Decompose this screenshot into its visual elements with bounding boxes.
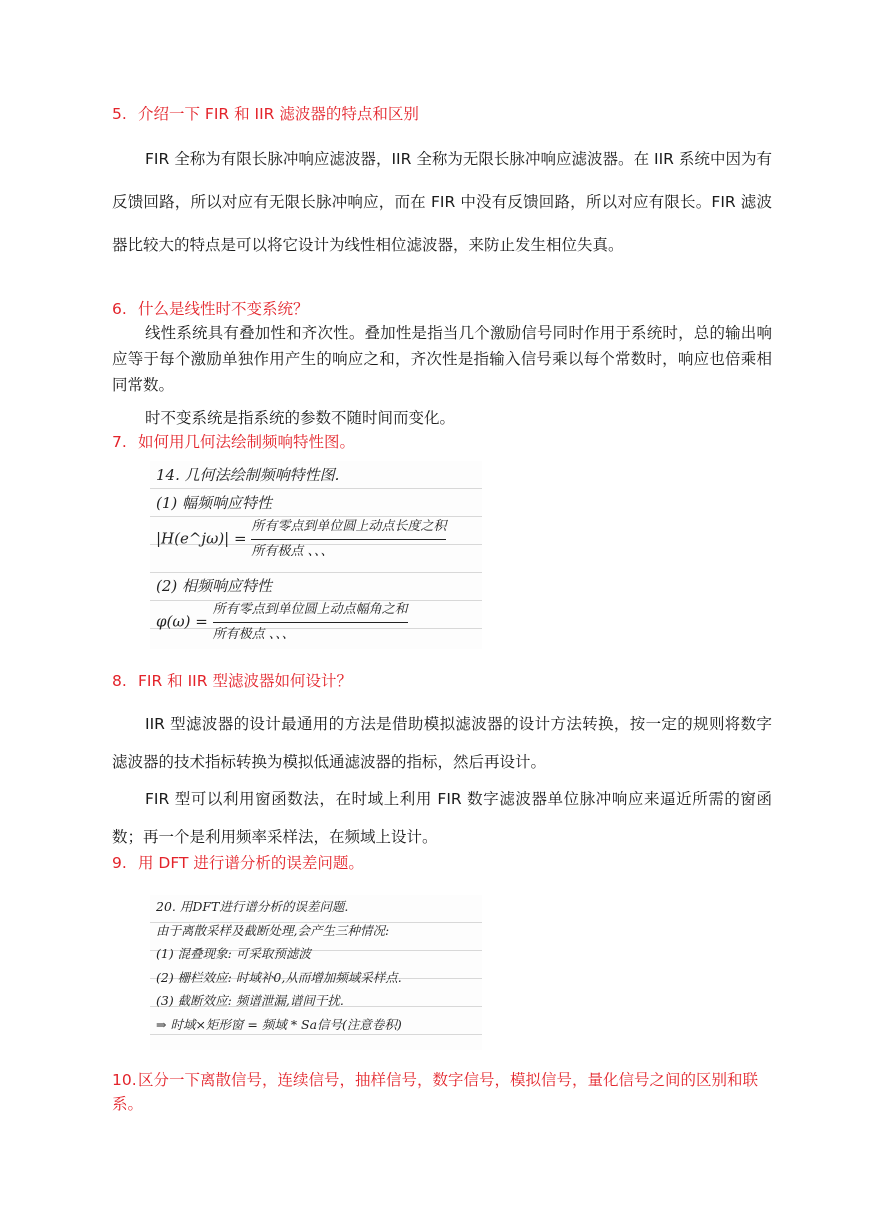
question-title: 区分一下离散信号，连续信号，抽样信号，数字信号，模拟信号，量化信号之间的区别和联系。 <box>112 1071 759 1113</box>
question-6-answer-paragraph-2: 时不变系统是指系统的参数不随时间而变化。 <box>145 409 456 427</box>
formula-lhs: |H(e^jω)| = <box>156 529 247 548</box>
fraction-denominator: 所有极点 、、、 <box>251 544 334 559</box>
question-6-heading <box>112 298 309 320</box>
fraction-numerator: 所有零点到单位圆上动点幅角之和 <box>213 600 408 623</box>
question-title: 如何用几何法绘制频响特性图。 <box>138 433 356 451</box>
question-8-answer-paragraph-1: IIR 型滤波器的设计最通用的方法是借助模拟滤波器的设计方法转换，按一定的规则将数字滤波器的技术指标转换为模拟低通滤波器的指标，然后再设计。 <box>112 715 772 771</box>
question-title: 介绍一下 FIR 和 IIR 滤波器的特点和区别 <box>138 105 419 123</box>
question-8-heading <box>112 670 352 692</box>
note-line: (1) 混叠现象: 可采取预滤波 <box>156 946 311 961</box>
phase-formula <box>156 600 476 645</box>
question-number: 8. <box>112 672 127 690</box>
question-9-heading <box>112 852 364 874</box>
note-line: 由于离散采样及截断处理,会产生三种情况: <box>156 922 390 938</box>
question-8-answer-paragraph-2: FIR 型可以利用窗函数法，在时域上利用 FIR 数字滤波器单位脉冲响应来逼近所需的窗函数；再一个是利用频率采样法，在频域上设计。 <box>112 790 772 846</box>
formula-fraction <box>213 600 408 645</box>
question-5-heading <box>112 103 419 125</box>
formula-fraction <box>251 517 446 562</box>
question-title: 用 DFT 进行谱分析的误差问题。 <box>138 854 364 872</box>
note-line: 20. 用DFT进行谱分析的误差问题. <box>156 899 349 914</box>
question-number: 5. <box>112 105 127 123</box>
question-10-heading <box>112 1068 772 1116</box>
question-title: FIR 和 IIR 型滤波器如何设计？ <box>138 672 352 690</box>
formula-lhs: φ(ω) = <box>156 612 208 631</box>
question-number: 10. <box>112 1071 137 1089</box>
note-line: (2) 相频响应特性 <box>156 577 273 595</box>
question-number: 7. <box>112 433 127 451</box>
note-line: (1) 幅频响应特性 <box>156 494 273 512</box>
fraction-denominator: 所有极点 、、、 <box>212 627 295 642</box>
question-number: 6. <box>112 300 127 318</box>
handwritten-note-frequency-response <box>150 461 482 649</box>
note-line: (3) 截断效应: 频谱泄漏,谱间干扰. <box>156 993 344 1008</box>
note-line: (2) 栅栏效应: 时域补0,从而增加频域采样点. <box>156 969 402 985</box>
question-6-answer-paragraph-1: 线性系统具有叠加性和齐次性。叠加性是指当几个激励信号同时作用于系统时，总的输出响应等于每个激励单独作用产生的响应之和，齐次性是指输入信号乘以每个常数时，响应也倍乘相同常数。 <box>112 324 772 394</box>
question-title: 什么是线性时不变系统？ <box>138 300 309 318</box>
magnitude-formula <box>156 517 476 562</box>
fraction-numerator: 所有零点到单位圆上动点长度之积 <box>251 517 446 540</box>
question-7-heading <box>112 431 355 453</box>
handwritten-note-dft-errors <box>150 895 482 1050</box>
note-line: ⇒ 时域×矩形窗 = 频域 * Sa信号(注意卷积) <box>156 1016 402 1032</box>
question-5-answer: FIR 全称为有限长脉冲响应滤波器，IIR 全称为无限长脉冲响应滤波器。在 IIR 系统中因为有反馈回路，所以对应有无限长脉冲响应，而在 FIR 中没有反馈回路，所以对应有限长。FIR 滤波器比较大的特点是可以将它设计为线性相位滤波器，来防止发生相位失真。 <box>112 150 772 254</box>
question-number: 9. <box>112 854 127 872</box>
note-line: 14. 几何法绘制频响特性图. <box>156 466 340 484</box>
